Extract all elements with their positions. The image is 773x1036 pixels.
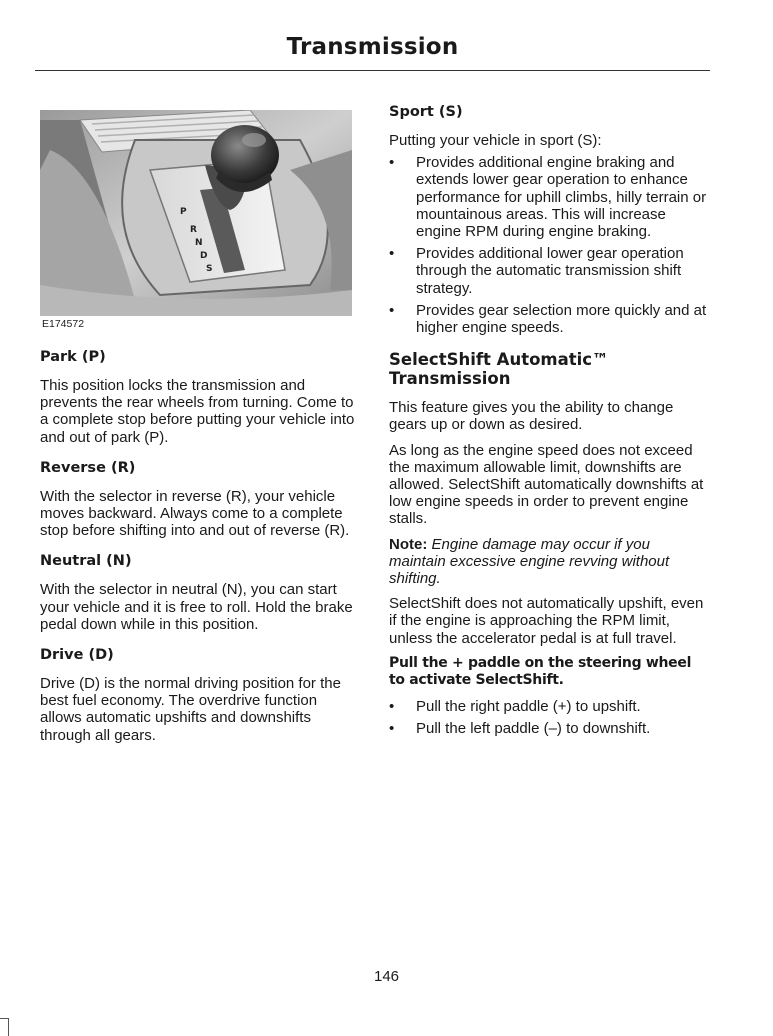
sport-intro: Putting your vehicle in sport (S): xyxy=(389,132,602,149)
list-item: • Provides additional engine braking and extends lower gear operation to enhance performance for uphill climbs, hilly terrain or mountainous areas. This will increase engine RPM during engine braking. xyxy=(389,154,707,241)
right-column xyxy=(389,104,709,751)
gate-letter-r: R xyxy=(190,225,197,235)
selectshift-note xyxy=(389,536,709,588)
left-column xyxy=(40,104,358,758)
note-text: Engine damage may occur if you maintain excessive engine revving without shifting. xyxy=(389,535,670,588)
reverse-text: With the selector in reverse (R), your vehicle moves backward. Always come to a complete stop before shifting into and out of reverse (R). xyxy=(40,487,350,540)
list-item: • Provides gear selection more quickly and at higher engine speeds. xyxy=(389,301,707,337)
figure-code: E174572 xyxy=(42,318,85,330)
selectshift-p1: This feature gives you the ability to change gears up or down as desired. xyxy=(389,399,674,434)
park-text: This position locks the transmission and prevents the rear wheels from turning. Come to a complete stop before putting your vehicle into and out of park (P). xyxy=(40,377,355,446)
bullet: • xyxy=(389,245,395,263)
park-heading: Park (P) xyxy=(40,349,106,365)
selectshift-heading: SelectShift Automatic™ Transmission xyxy=(389,350,609,389)
gate-letter-d: D xyxy=(200,251,208,261)
bullet: • xyxy=(389,154,395,172)
bullet: • xyxy=(389,720,395,738)
bullet: • xyxy=(389,697,395,715)
bullet: • xyxy=(389,301,395,319)
selectshift-p2: As long as the engine speed does not exceed the maximum allowable limit, downshifts are allowed. SelectShift automatically downshifts at low engine speeds in order to prevent engine stalls. xyxy=(389,441,704,528)
list-item: • Pull the right paddle (+) to upshift. xyxy=(389,697,641,715)
gate-letter-s: S xyxy=(206,264,213,274)
gear-selector-illustration xyxy=(40,110,352,316)
sport-bullet-list xyxy=(389,154,709,336)
selectshift-p3: SelectShift does not automatically upshift, even if the engine is approaching the RPM limit, unless the accelerator pedal is at full travel. xyxy=(389,595,704,647)
neutral-text: With the selector in neutral (N), you can start your vehicle and it is free to roll. Hold the brake pedal down while in this position. xyxy=(40,581,353,633)
gate-letter-p: P xyxy=(180,207,187,217)
neutral-heading: Neutral (N) xyxy=(40,553,132,570)
drive-heading: Drive (D) xyxy=(40,647,114,664)
reverse-heading: Reverse (R) xyxy=(40,459,136,476)
gate-letter-n: N xyxy=(195,238,203,248)
header-rule xyxy=(35,70,710,71)
list-item: • Provides additional lower gear operation through the automatic transmission shift strategy. xyxy=(389,245,684,297)
paddle-bullet-list xyxy=(389,698,709,737)
note-label: Note: xyxy=(389,535,428,553)
crop-mark xyxy=(0,1018,9,1036)
drive-text: Drive (D) is the normal driving position for the best fuel economy. The overdrive function allows automatic upshifts and downshifts through all gears. xyxy=(40,675,341,744)
sport-heading: Sport (S) xyxy=(389,104,463,120)
page-number: 146 xyxy=(373,968,400,985)
selectshift-lead: Pull the + paddle on the steering wheel to activate SelectShift. xyxy=(389,654,692,688)
page-title: Transmission xyxy=(286,34,459,60)
list-item: • Pull the left paddle (–) to downshift. xyxy=(389,720,651,738)
